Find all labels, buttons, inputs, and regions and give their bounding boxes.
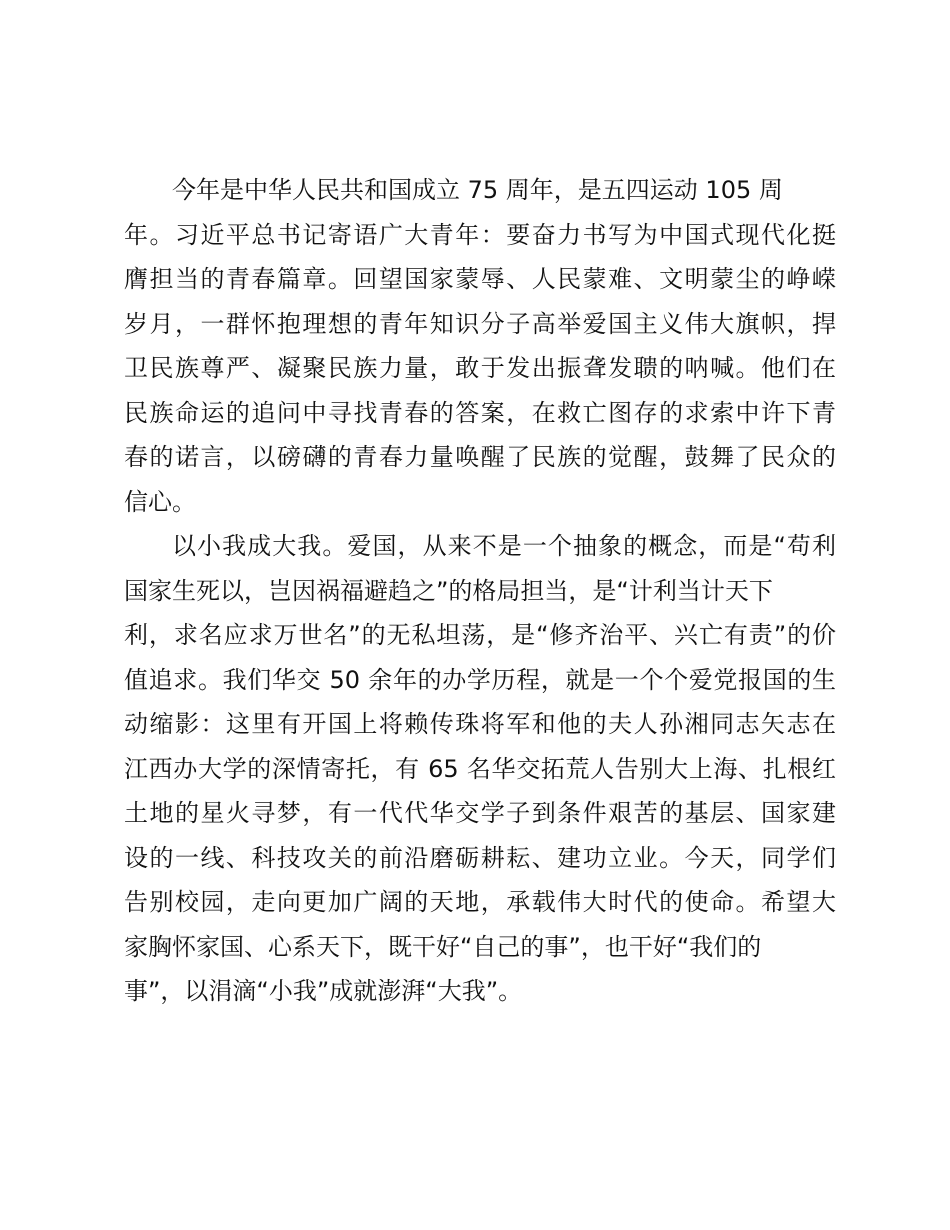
paragraph-line: 国家生死以，岂因祸福避趋之”的格局担当，是“计利当计天下 — [124, 576, 773, 605]
paragraph-line: 膺担当的青春篇章。回望国家蒙辱、人民蒙难、文明蒙尘的峥嵘 — [124, 265, 836, 293]
paragraph-line: 卫民族尊严、凝聚民族力量，敢于发出振聋发聩的呐喊。他们在 — [124, 354, 836, 382]
paragraph-line: 土地的星火寻梦，有一代代华交学子到条件艰苦的基层、国家建 — [124, 799, 836, 827]
document-body — [124, 168, 836, 1014]
paragraph-line: 年。习近平总书记寄语广大青年：要奋力书写为中国式现代化挺 — [124, 220, 836, 249]
paragraph-line: 今年是中华人民共和国成立 75 周年，是五四运动 105 周 — [172, 176, 783, 204]
paragraph-line: 岁月，一群怀抱理想的青年知识分子高举爱国主义伟大旗帜，捍 — [124, 309, 836, 338]
paragraph-line: 值追求。我们华交 50 余年的办学历程，就是一个个爱党报国的生 — [124, 665, 836, 694]
paragraph-line: 设的一线、科技攻关的前沿磨砺耕耘、建功立业。今天，同学们 — [124, 843, 836, 872]
paragraph-line: 事”，以涓滴“小我”成就澎湃“大我”。 — [124, 977, 523, 1005]
paragraph-line: 利，求名应求万世名”的无私坦荡，是“修齐治平、兴亡有责”的价 — [124, 621, 836, 649]
paragraph-line: 动缩影：这里有开国上将赖传珠将军和他的夫人孙湘同志矢志在 — [124, 710, 836, 738]
paragraph-line: 告别校园，走向更加广阔的天地，承载伟大时代的使命。希望大 — [124, 888, 836, 916]
paragraph-2 — [124, 524, 836, 1014]
paragraph-line: 家胸怀家国、心系天下，既干好“自己的事”，也干好“我们的 — [124, 932, 762, 961]
paragraph-line: 信心。 — [124, 487, 196, 516]
paragraph-line: 以小我成大我。爱国，从来不是一个抽象的概念，而是“苟利 — [172, 532, 836, 560]
paragraph-line: 春的诺言，以磅礴的青春力量唤醒了民族的觉醒，鼓舞了民众的 — [124, 443, 836, 471]
paragraph-line: 江西办大学的深情寄托，有 65 名华交拓荒人告别大上海、扎根红 — [124, 754, 836, 783]
paragraph-line: 民族命运的追问中寻找青春的答案，在救亡图存的求索中许下青 — [124, 398, 836, 427]
paragraph-1 — [124, 168, 836, 524]
